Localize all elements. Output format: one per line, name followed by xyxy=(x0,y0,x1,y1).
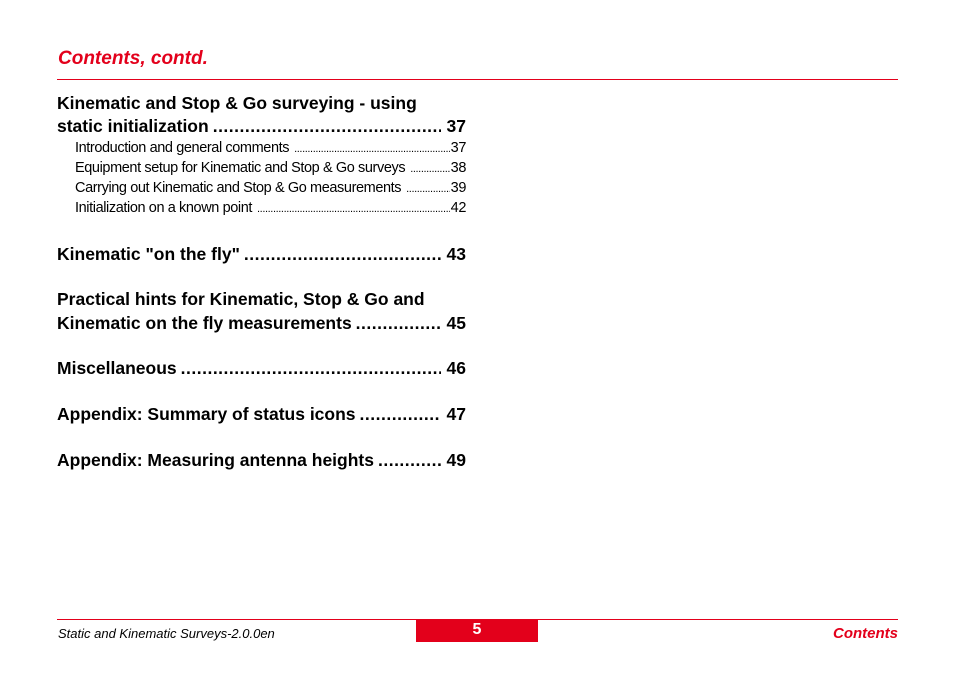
table-of-contents xyxy=(57,92,466,472)
toc-entry[interactable] xyxy=(57,403,466,426)
toc-entry-title-line: static initialization xyxy=(57,116,209,136)
dot-leader xyxy=(181,357,441,380)
toc-entry[interactable] xyxy=(57,92,466,138)
toc-entry-title-line: Kinematic "on the fly" xyxy=(57,244,240,264)
toc-entry[interactable] xyxy=(57,449,466,472)
toc-entry-title-line: Appendix: Summary of status icons xyxy=(57,404,356,424)
page-title: Contents, contd. xyxy=(58,48,208,69)
dot-leader xyxy=(378,449,441,472)
toc-entry-page: 49 xyxy=(446,450,466,470)
dot-leader xyxy=(356,312,441,335)
footer-document-title: Static and Kinematic Surveys-2.0.0en xyxy=(58,626,275,641)
toc-entry[interactable] xyxy=(57,288,466,335)
footer-section-label: Contents xyxy=(833,625,898,642)
dot-leader xyxy=(360,403,441,426)
toc-subentry[interactable] xyxy=(57,139,466,159)
toc-subentry[interactable] xyxy=(57,159,466,179)
toc-entry-title-line: Kinematic and Stop & Go surveying - using xyxy=(57,93,417,113)
toc-entry-title-line: Miscellaneous xyxy=(57,358,177,378)
toc-subentry-page: 42 xyxy=(450,200,466,216)
toc-subentry[interactable] xyxy=(57,199,466,219)
toc-entry-page: 43 xyxy=(446,244,466,264)
toc-entry[interactable] xyxy=(57,357,466,380)
toc-entry[interactable] xyxy=(57,243,466,266)
toc-entry-page: 45 xyxy=(446,313,466,333)
dot-leader xyxy=(406,180,450,199)
dot-leader xyxy=(213,115,441,138)
dot-leader xyxy=(410,160,449,179)
toc-subentry-label: Equipment setup for Kinematic and Stop & Go surveys xyxy=(75,160,406,176)
dot-leader xyxy=(244,243,441,266)
toc-subentry-label: Carrying out Kinematic and Stop & Go measurements xyxy=(75,180,402,196)
toc-entry-title-line: Practical hints for Kinematic, Stop & Go and xyxy=(57,289,425,309)
toc-entry-page: 46 xyxy=(446,358,466,378)
toc-subentry-label: Introduction and general comments xyxy=(75,140,290,156)
toc-subentry-label: Initialization on a known point xyxy=(75,200,253,216)
header-divider xyxy=(57,79,898,80)
page-number-badge: 5 xyxy=(416,620,538,642)
toc-entry-title-line: Appendix: Measuring antenna heights xyxy=(57,450,374,470)
toc-entry-page: 37 xyxy=(446,116,466,136)
dot-leader xyxy=(257,200,450,219)
toc-subentry[interactable] xyxy=(57,179,466,199)
toc-entry-title-line: Kinematic on the fly measurements xyxy=(57,313,352,333)
dot-leader xyxy=(294,140,450,159)
toc-subentry-page: 38 xyxy=(450,160,466,176)
toc-subentry-page: 39 xyxy=(450,180,466,196)
toc-subentry-page: 37 xyxy=(450,140,466,156)
toc-entry-page: 47 xyxy=(446,404,466,424)
